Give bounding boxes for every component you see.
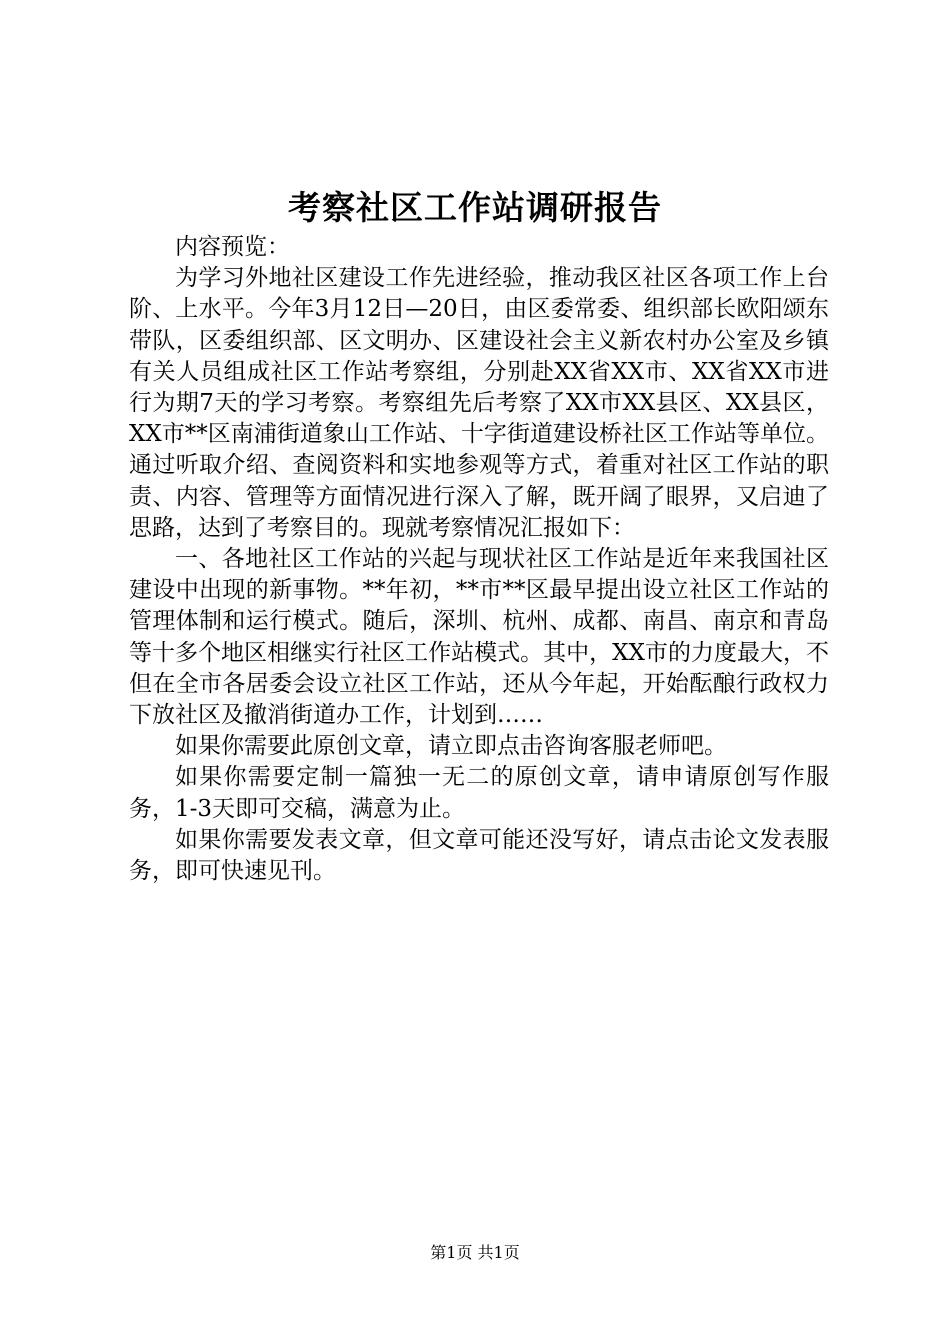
section-one-paragraph: 一、各地社区工作站的兴起与现状社区工作站是近年来我国社区建设中出现的新事物。**年初，**市**区最早提出设立社区工作站的管理体制和运行模式。随后，深圳、杭州、成都、南昌、南京和青岛等十多个地区相继实行社区工作站模式。其中，XX市的力度最大，不但在全市各居委会设立社区工作站，还从今年起，开始酝酿行政权力下放社区及撤消街道办工作，计划到……	[129, 546, 829, 729]
publishing-service-paragraph: 如果你需要发表文章，但文章可能还没写好，请点击论文发表服务，即可快速见刊。	[129, 826, 829, 885]
intro-paragraph: 为学习外地社区建设工作先进经验，推动我区社区各项工作上台阶、上水平。今年3月12日—20日，由区委常委、组织部长欧阳颂东带队，区委组织部、区文明办、区建设社会主义新农村办公室及乡镇有关人员组成社区工作站考察组，分别赴XX省XX市、XX省XX市进行为期7天的学习考察。考察组先后考察了XX市XX县区、XX县区，XX市**区南浦街道象山工作站、十字街道建设桥社区工作站等单位。通过听取介绍、查阅资料和实地参观等方式，着重对社区工作站的职责、内容、管理等方面情况进行深入了解，既开阔了眼界，又启迪了思路，达到了考察目的。现就考察情况汇报如下：	[129, 265, 829, 541]
document-title: 考察社区工作站调研报告	[288, 188, 662, 227]
page-number-footer: 第1页 共1页	[430, 1243, 520, 1262]
contact-service-paragraph: 如果你需要此原创文章，请立即点击咨询客服老师吧。	[175, 733, 727, 760]
custom-writing-paragraph: 如果你需要定制一篇独一无二的原创文章，请申请原创写作服务，1-3天即可交稿，满意为止。	[129, 764, 829, 822]
preview-label: 内容预览：	[175, 234, 290, 260]
document-body	[129, 232, 829, 887]
